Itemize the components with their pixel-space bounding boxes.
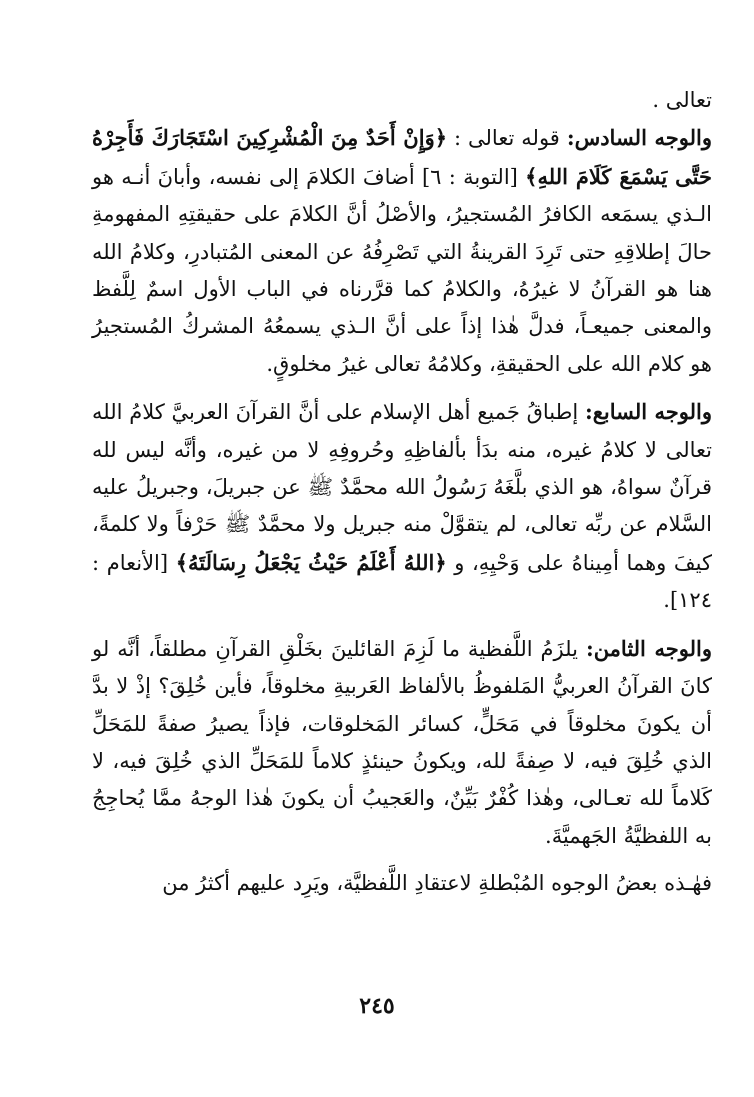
paragraph-text: [التوبة : ٦] أضافَ الكلامَ إلى نفسه، وأبانَ أنـه هو الـذي يسمَعه الكافرُ المُستجيرُ، والأصْلُ أنَّ الكلامَ على حقيقتِهِ المفهومةِ حالَ إطلاقِهِ حتى تَرِدَ القرينةُ التي تَصْرِفُهُ عن المعنى المُتبادرِ، وكلامُ الله هنا هو القرآنُ لا غيرُهُ، والكلامُ كما قرَّرناه في الباب الأول اسمٌ لِلَّفظ والمعنى جميعـاً، فدلَّ هٰذا إذاً على أنَّ الـذي يسمعُهُ المشركُ المُستجيرُ هو كلام الله على الحقيقةِ، وكلامُهُ تعالى غيرُ مخلوقٍ.	[92, 164, 712, 376]
paragraph-eighth-aspect	[92, 630, 712, 855]
paragraph-text: إطباقُ جَميع أهل الإسلام على أنَّ القرآنَ العربيَّ كلامُ الله تعالى لا كلامُ غيره، منه بدَأ بألفاظِهِ وحُروفِهِ لا من غيره، وأنَّه ليس لله قرآنٌ سواهُ، هو الذي بلَّغَهُ رَسُولُ الله محمَّدٌ ﷺ عن جبريلَ، وجبريلُ عليه السَّلام عن ربِّه تعالى، لم يتقوَّلْ منه جبريل ولا محمَّدٌ ﷺ حَرْفاً ولا كلمةً، كيفَ وهما أمِيناهُ على وَحْيِهِ، و	[92, 400, 712, 575]
paragraph-text: يلزَمُ اللَّفظية ما لَزِمَ القائلينَ بخَلْقِ القرآنِ مطلقاً، أنَّه لو كانَ القرآنُ العربيُّ المَلفوظُ بالألفاظ العَربيةِ مخلوقاً، فأين خُلِقَ؟ إذْ لا بدَّ أن يكونَ مخلوقاً في مَحَلٍّ، كسائر المَخلوقات، فإذاً يصيرُ صفةً للمَحَلِّ الذي خُلِقَ فيه، لا صِفةً لله، ويكونُ حينئذٍ كلاماً للمَحَلِّ الذي خُلِقَ فيه، لا كَلاماً لله تعـالى، وهٰذا كُفْرٌ بَيِّنٌ، والعَجيبُ أن يكونَ هٰذا الوجهُ ممَّا يُحاجِجُ به اللفظيَّةُ الجَهميَّةَ.	[92, 636, 712, 848]
paragraph-text: فهٰـذه بعضُ الوجوه المُبْطلةِ لاعتقادِ اللَّفظيَّة، ويَرِد عليهم أكثرُ من	[162, 871, 712, 896]
section-heading: والوجه السابع:	[584, 399, 712, 425]
page-number: ٢٤٥	[359, 993, 395, 1019]
page-body	[92, 82, 712, 903]
quran-verse: ﴿اللهُ أَعْلَمُ حَيْثُ يَجْعَلُ رِسَالَتَهُ﴾	[175, 549, 447, 575]
paragraph-closing	[92, 865, 712, 902]
section-heading: والوجه السادس:	[566, 125, 712, 151]
paragraph-text: قوله تعالى :	[447, 126, 567, 151]
quran-verse: ﴿وَإِنْ أَحَدٌ مِنَ الْمُشْرِكِينَ اسْتَجَارَكَ فَأَجِرْهُ حَتَّى يَسْمَعَ كَلَامَ اللهِ﴾	[92, 125, 712, 189]
paragraph-text: تعالى .	[652, 88, 712, 112]
paragraph-continuation	[92, 82, 712, 119]
section-heading: والوجه الثامن:	[585, 635, 712, 661]
paragraph-sixth-aspect	[92, 119, 712, 383]
paragraph-text: [الأنعام : ١٢٤].	[92, 550, 712, 613]
paragraph-seventh-aspect	[92, 393, 712, 619]
